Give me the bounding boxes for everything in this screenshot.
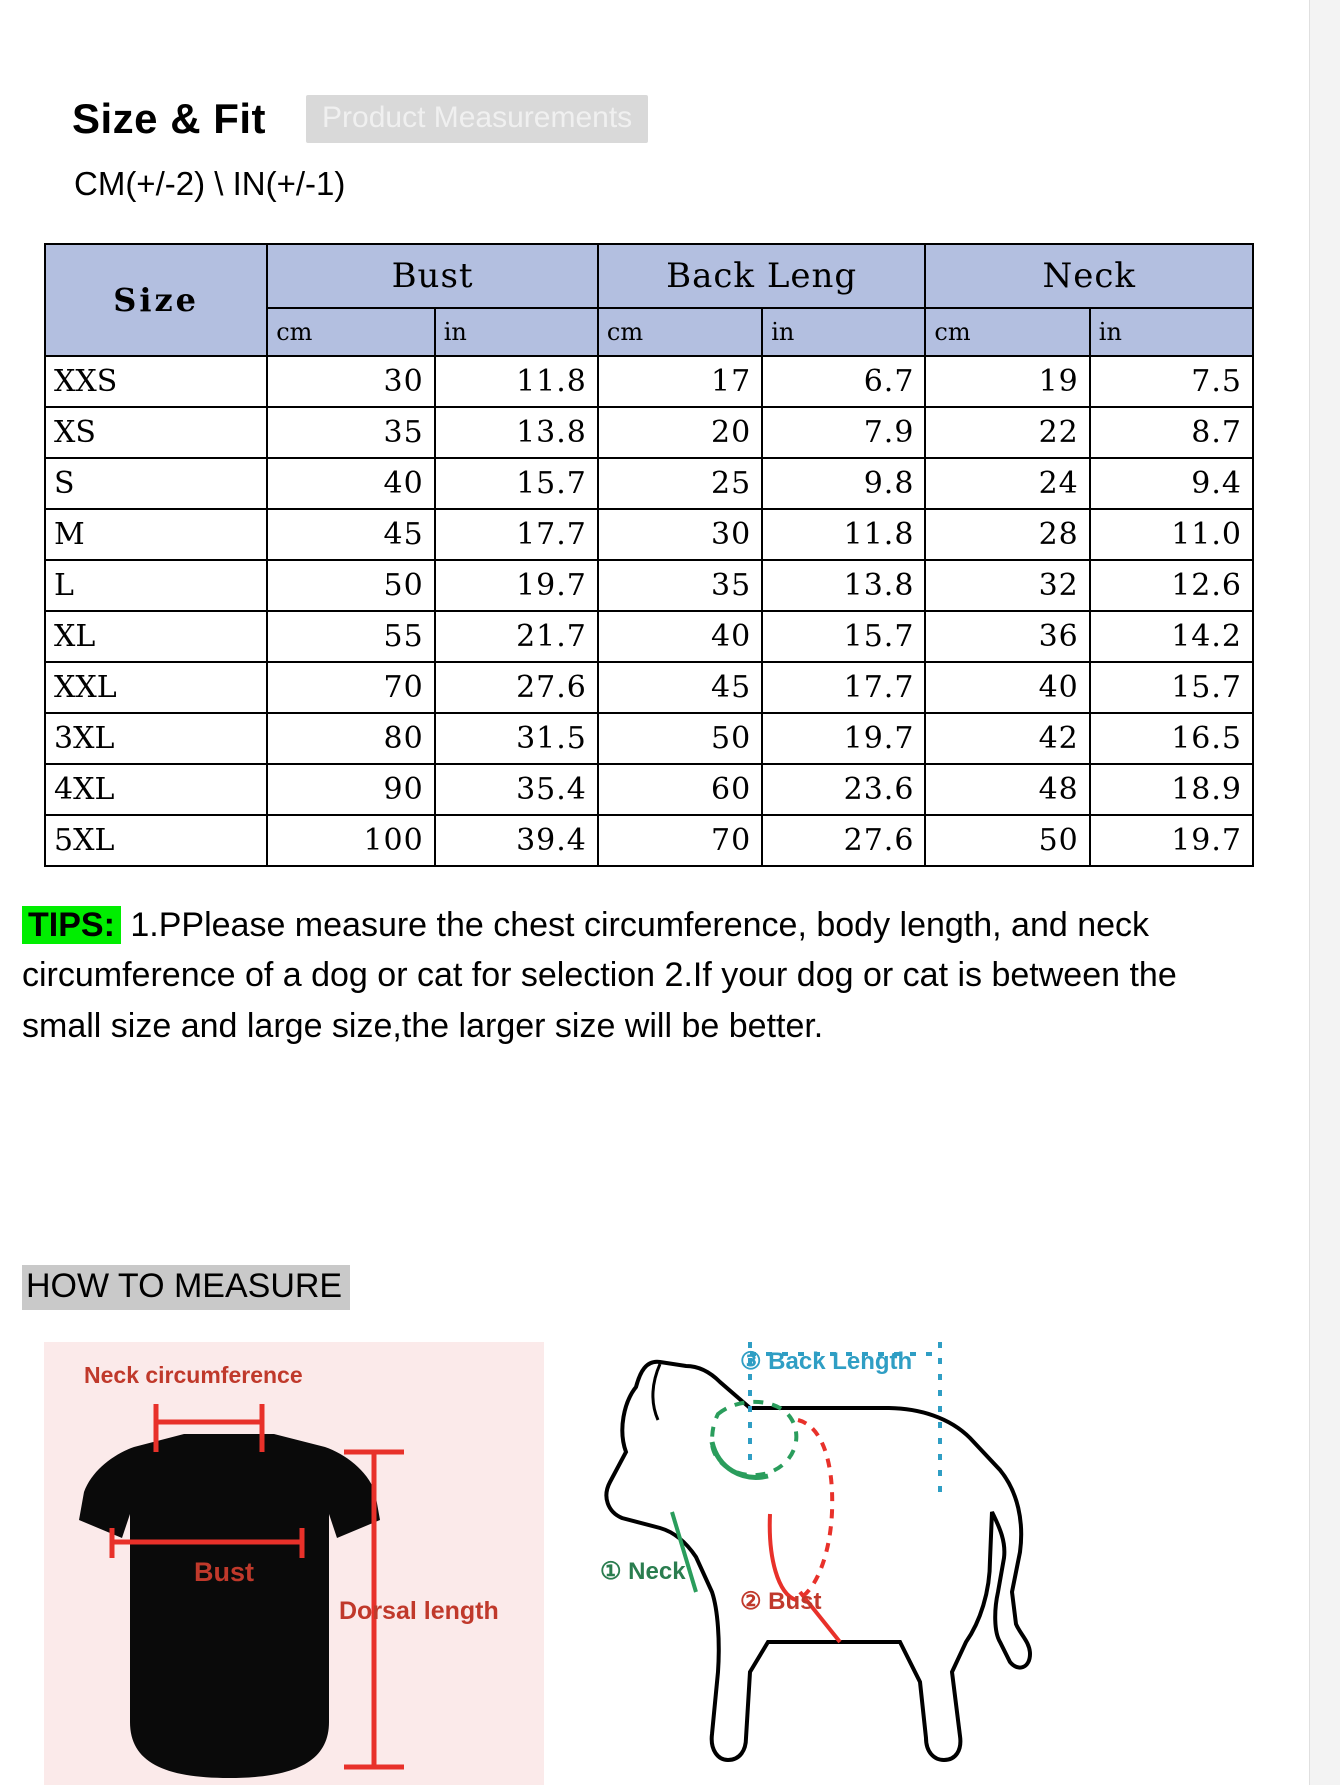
cell-neck-in: 7.5 — [1090, 356, 1253, 407]
cell-back-cm: 20 — [598, 407, 762, 458]
cell-size: XL — [45, 611, 267, 662]
neck-loop-solid — [712, 1442, 768, 1477]
cell-bust-in: 11.8 — [435, 356, 598, 407]
cell-back-cm: 35 — [598, 560, 762, 611]
header-back-length: Back Leng — [598, 244, 926, 308]
cell-back-in: 7.9 — [762, 407, 925, 458]
cell-back-cm: 40 — [598, 611, 762, 662]
bust-label-2: ② Bust — [740, 1588, 822, 1615]
table-row — [45, 458, 1253, 509]
table-row — [45, 407, 1253, 458]
header-neck-cm: cm — [925, 308, 1089, 356]
cell-back-cm: 17 — [598, 356, 762, 407]
cell-neck-in: 9.4 — [1090, 458, 1253, 509]
size-table-head — [45, 244, 1253, 356]
cell-bust-in: 31.5 — [435, 713, 598, 764]
cell-bust-in: 35.4 — [435, 764, 598, 815]
cell-back-in: 19.7 — [762, 713, 925, 764]
cell-neck-in: 18.9 — [1090, 764, 1253, 815]
cell-neck-cm: 32 — [925, 560, 1089, 611]
neck-circumference-label: Neck circumference — [84, 1362, 303, 1388]
size-table — [44, 243, 1254, 867]
cell-neck-cm: 40 — [925, 662, 1089, 713]
cell-back-cm: 25 — [598, 458, 762, 509]
cell-bust-cm: 100 — [267, 815, 434, 866]
cell-bust-in: 13.8 — [435, 407, 598, 458]
table-row — [45, 713, 1253, 764]
size-table-body — [45, 356, 1253, 866]
cell-neck-cm: 24 — [925, 458, 1089, 509]
cell-neck-in: 11.0 — [1090, 509, 1253, 560]
page-right-margin — [1309, 0, 1340, 1785]
cell-bust-in: 21.7 — [435, 611, 598, 662]
cell-size: 3XL — [45, 713, 267, 764]
cell-neck-in: 16.5 — [1090, 713, 1253, 764]
cell-bust-in: 27.6 — [435, 662, 598, 713]
cell-size: M — [45, 509, 267, 560]
cell-neck-cm: 28 — [925, 509, 1089, 560]
cell-bust-in: 39.4 — [435, 815, 598, 866]
dorsal-length-label: Dorsal length — [339, 1597, 499, 1625]
cell-neck-cm: 19 — [925, 356, 1089, 407]
cell-back-in: 9.8 — [762, 458, 925, 509]
cell-bust-in: 17.7 — [435, 509, 598, 560]
cell-bust-cm: 40 — [267, 458, 434, 509]
cell-size: L — [45, 560, 267, 611]
cell-size: XXS — [45, 356, 267, 407]
cell-back-cm: 50 — [598, 713, 762, 764]
table-row — [45, 662, 1253, 713]
header-bust-in: in — [435, 308, 598, 356]
cell-bust-cm: 45 — [267, 509, 434, 560]
cell-neck-in: 15.7 — [1090, 662, 1253, 713]
table-row — [45, 560, 1253, 611]
cell-back-in: 23.6 — [762, 764, 925, 815]
cell-neck-in: 19.7 — [1090, 815, 1253, 866]
cell-neck-cm: 22 — [925, 407, 1089, 458]
header-back-cm: cm — [598, 308, 762, 356]
cell-neck-in: 8.7 — [1090, 407, 1253, 458]
cell-bust-cm: 80 — [267, 713, 434, 764]
cell-bust-cm: 50 — [267, 560, 434, 611]
how-to-measure-heading: HOW TO MEASURE — [22, 1265, 350, 1310]
cell-neck-cm: 48 — [925, 764, 1089, 815]
cell-back-cm: 30 — [598, 509, 762, 560]
tips-text: 1.PPlease measure the chest circumference, body length, and neck circumference of a dog or cat for selection 2.If your dog or cat is between the small size and large size,the larger size will be better. — [22, 906, 1177, 1045]
tips-label: TIPS: — [22, 906, 121, 944]
dog-diagram-svg — [600, 1342, 1260, 1785]
tips-block — [22, 900, 1202, 1051]
bust-label: Bust — [194, 1557, 254, 1587]
page-header — [72, 95, 648, 143]
cell-neck-cm: 42 — [925, 713, 1089, 764]
header-bust-cm: cm — [267, 308, 434, 356]
header-neck: Neck — [925, 244, 1253, 308]
cell-bust-in: 15.7 — [435, 458, 598, 509]
cell-back-in: 27.6 — [762, 815, 925, 866]
cell-back-in: 11.8 — [762, 509, 925, 560]
cell-bust-cm: 70 — [267, 662, 434, 713]
table-row — [45, 356, 1253, 407]
table-row — [45, 611, 1253, 662]
cell-size: XS — [45, 407, 267, 458]
cell-size: S — [45, 458, 267, 509]
cell-bust-cm: 35 — [267, 407, 434, 458]
cell-back-in: 15.7 — [762, 611, 925, 662]
cell-bust-in: 19.7 — [435, 560, 598, 611]
size-table-header-row-groups — [45, 244, 1253, 308]
back-length-label: ③ Back Length — [740, 1348, 913, 1375]
bust-loop-dashed — [796, 1420, 832, 1600]
table-row — [45, 509, 1253, 560]
cell-neck-cm: 36 — [925, 611, 1089, 662]
neck-label: ① Neck — [600, 1558, 686, 1585]
header-bust: Bust — [267, 244, 598, 308]
header-back-in: in — [762, 308, 925, 356]
cell-back-cm: 70 — [598, 815, 762, 866]
cell-neck-cm: 50 — [925, 815, 1089, 866]
cell-size: 4XL — [45, 764, 267, 815]
cell-back-cm: 45 — [598, 662, 762, 713]
garment-shape — [79, 1434, 380, 1778]
dog-measure-diagram — [600, 1342, 1260, 1785]
garment-diagram-svg — [44, 1342, 544, 1785]
header-neck-in: in — [1090, 308, 1253, 356]
cell-bust-cm: 90 — [267, 764, 434, 815]
cell-size: 5XL — [45, 815, 267, 866]
header-size: Size — [45, 244, 267, 356]
cell-neck-in: 12.6 — [1090, 560, 1253, 611]
table-row — [45, 815, 1253, 866]
cell-bust-cm: 30 — [267, 356, 434, 407]
cell-size: XXL — [45, 662, 267, 713]
cell-back-in: 6.7 — [762, 356, 925, 407]
tolerance-note: CM(+/-2) \ IN(+/-1) — [74, 165, 346, 202]
cell-back-in: 13.8 — [762, 560, 925, 611]
cell-neck-in: 14.2 — [1090, 611, 1253, 662]
size-table-container — [44, 243, 1254, 867]
cell-bust-cm: 55 — [267, 611, 434, 662]
garment-measure-diagram — [44, 1342, 544, 1785]
cell-back-cm: 60 — [598, 764, 762, 815]
cell-back-in: 17.7 — [762, 662, 925, 713]
table-row — [45, 764, 1253, 815]
dog-ear — [653, 1364, 660, 1420]
product-measurements-badge: Product Measurements — [306, 95, 648, 143]
page-title: Size & Fit — [72, 95, 267, 142]
